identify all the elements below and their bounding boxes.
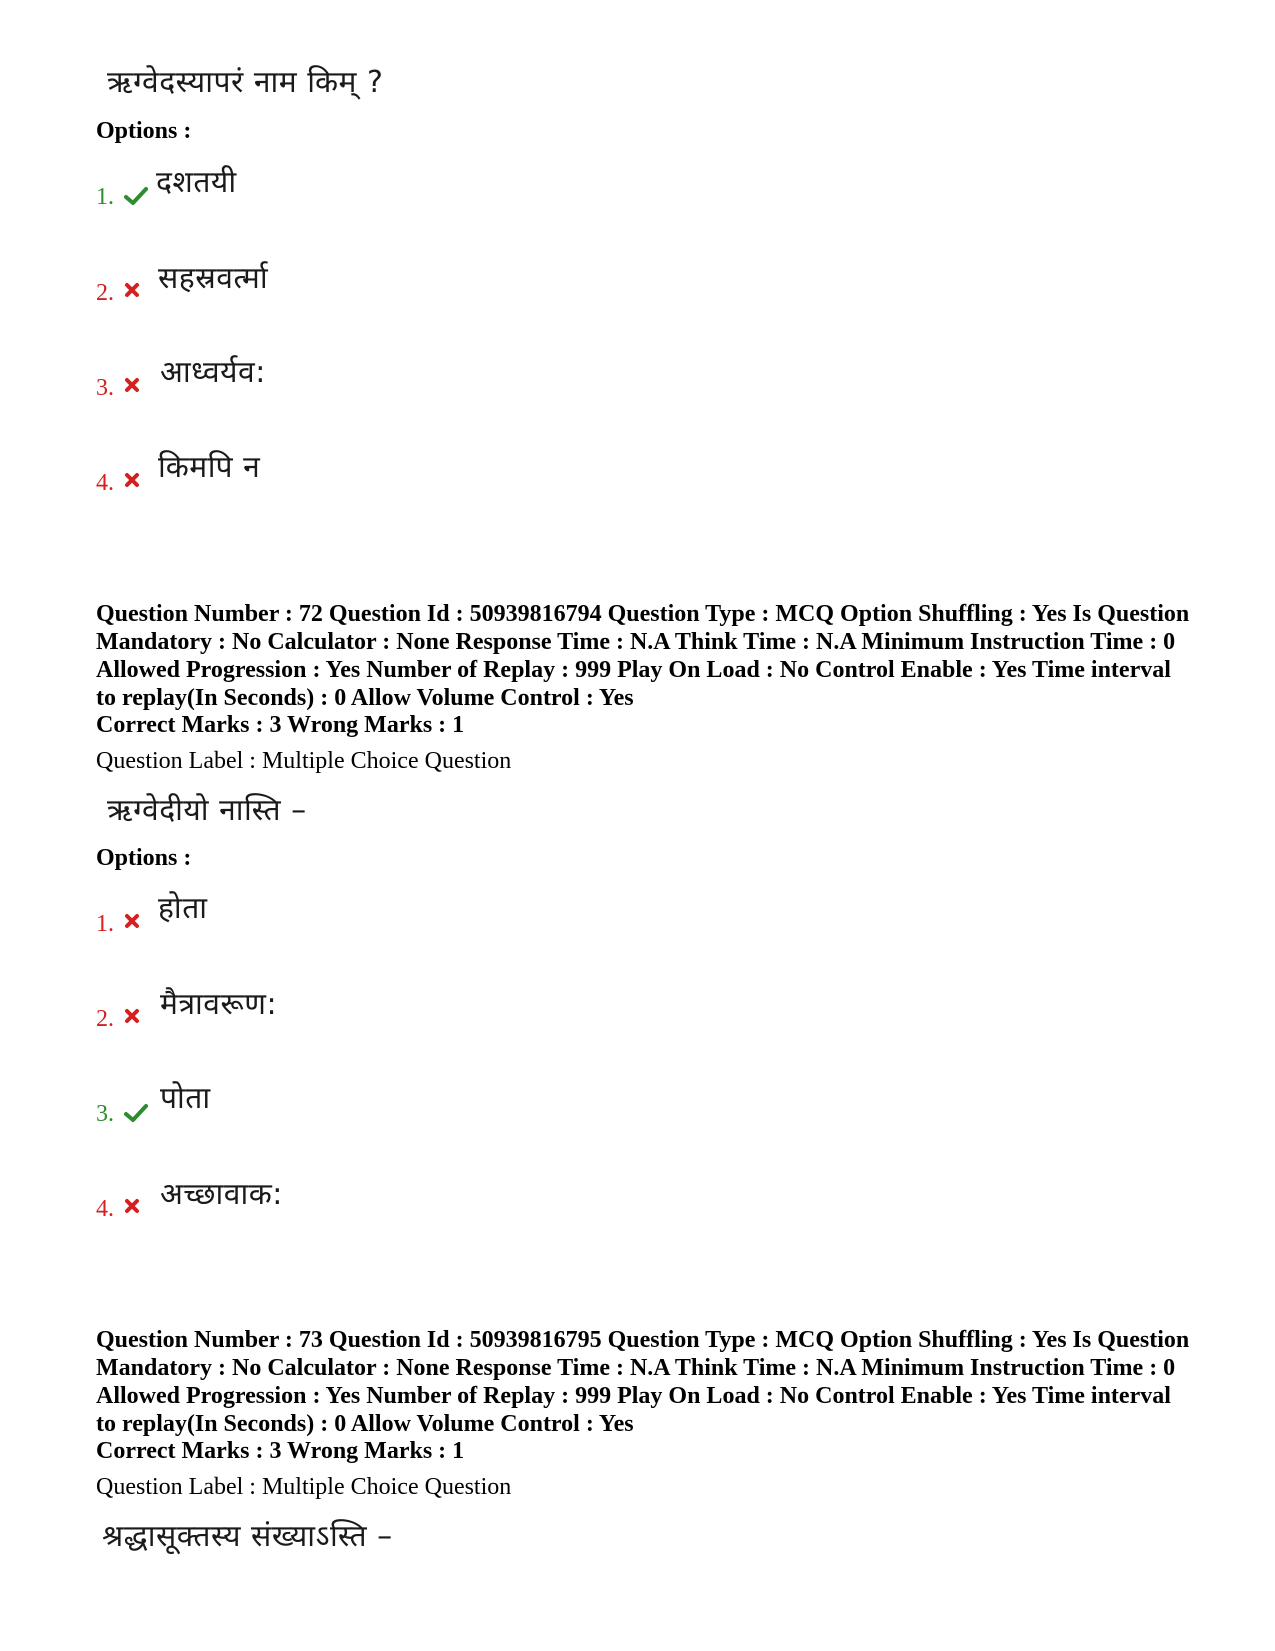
option-number: 3. bbox=[96, 375, 114, 401]
q72-option-1-text: होता bbox=[158, 891, 208, 926]
question-72-label: Question Label : Multiple Choice Question bbox=[96, 748, 512, 774]
cross-icon bbox=[124, 377, 140, 393]
cross-icon bbox=[124, 472, 140, 488]
q72-option-3 bbox=[96, 1101, 148, 1128]
q71-option-2 bbox=[96, 280, 140, 307]
option-number: 3. bbox=[96, 1101, 114, 1127]
question-72-meta: Question Number : 72 Question Id : 50939816794 Question Type : MCQ Option Shuffling : Yes Is Question Mandatory : No Calculator : None Response Time : N.A Think Time : N.A Minimum Instruction Time : 0 Allowed Progression : Yes Number of Replay : 999 Play On Load : No Control Enable : Yes Time interval to replay(In Seconds) : 0 Allow Volume Control : Yes bbox=[96, 601, 1190, 711]
option-number: 2. bbox=[96, 1006, 114, 1032]
question-71-text: ऋग्वेदस्यापरं नाम किम् ? bbox=[107, 65, 384, 100]
question-73-label: Question Label : Multiple Choice Question bbox=[96, 1474, 512, 1500]
q72-option-1 bbox=[96, 911, 140, 938]
check-icon bbox=[124, 1103, 148, 1123]
q71-option-4-text: किमपि न bbox=[158, 450, 261, 485]
question-73-meta: Question Number : 73 Question Id : 50939816795 Question Type : MCQ Option Shuffling : Yes Is Question Mandatory : No Calculator : None Response Time : N.A Think Time : N.A Minimum Instruction Time : 0 Allowed Progression : Yes Number of Replay : 999 Play On Load : No Control Enable : Yes Time interval to replay(In Seconds) : 0 Allow Volume Control : Yes bbox=[96, 1327, 1190, 1437]
q71-option-1-text: दशतयी bbox=[156, 165, 237, 200]
question-73-marks: Correct Marks : 3 Wrong Marks : 1 bbox=[96, 1438, 465, 1464]
question-72-options-label: Options : bbox=[96, 845, 192, 871]
question-72-marks: Correct Marks : 3 Wrong Marks : 1 bbox=[96, 712, 465, 738]
q71-option-3 bbox=[96, 375, 140, 402]
option-number: 4. bbox=[96, 470, 114, 496]
q72-option-3-text: पोता bbox=[160, 1081, 211, 1116]
cross-icon bbox=[124, 1008, 140, 1024]
cross-icon bbox=[124, 1198, 140, 1214]
check-icon bbox=[124, 186, 148, 206]
q71-option-1 bbox=[96, 184, 148, 211]
q72-option-4 bbox=[96, 1196, 140, 1223]
q72-option-2-text: मैत्रावरूण: bbox=[160, 987, 278, 1022]
q71-option-4 bbox=[96, 470, 140, 497]
q72-option-2 bbox=[96, 1006, 140, 1033]
cross-icon bbox=[124, 913, 140, 929]
q72-option-4-text: अच्छावाक: bbox=[160, 1177, 283, 1212]
question-73-text: श्रद्धासूक्तस्य संख्याऽस्ति – bbox=[102, 1519, 393, 1554]
cross-icon bbox=[124, 282, 140, 298]
option-number: 4. bbox=[96, 1196, 114, 1222]
q71-option-2-text: सहस्रवर्त्मा bbox=[158, 261, 269, 296]
option-number: 2. bbox=[96, 280, 114, 306]
option-number: 1. bbox=[96, 184, 114, 210]
question-71-options-label: Options : bbox=[96, 118, 192, 144]
option-number: 1. bbox=[96, 911, 114, 937]
question-72-text: ऋग्वेदीयो नास्ति – bbox=[107, 793, 307, 828]
q71-option-3-text: आध्वर्यव: bbox=[160, 355, 266, 390]
